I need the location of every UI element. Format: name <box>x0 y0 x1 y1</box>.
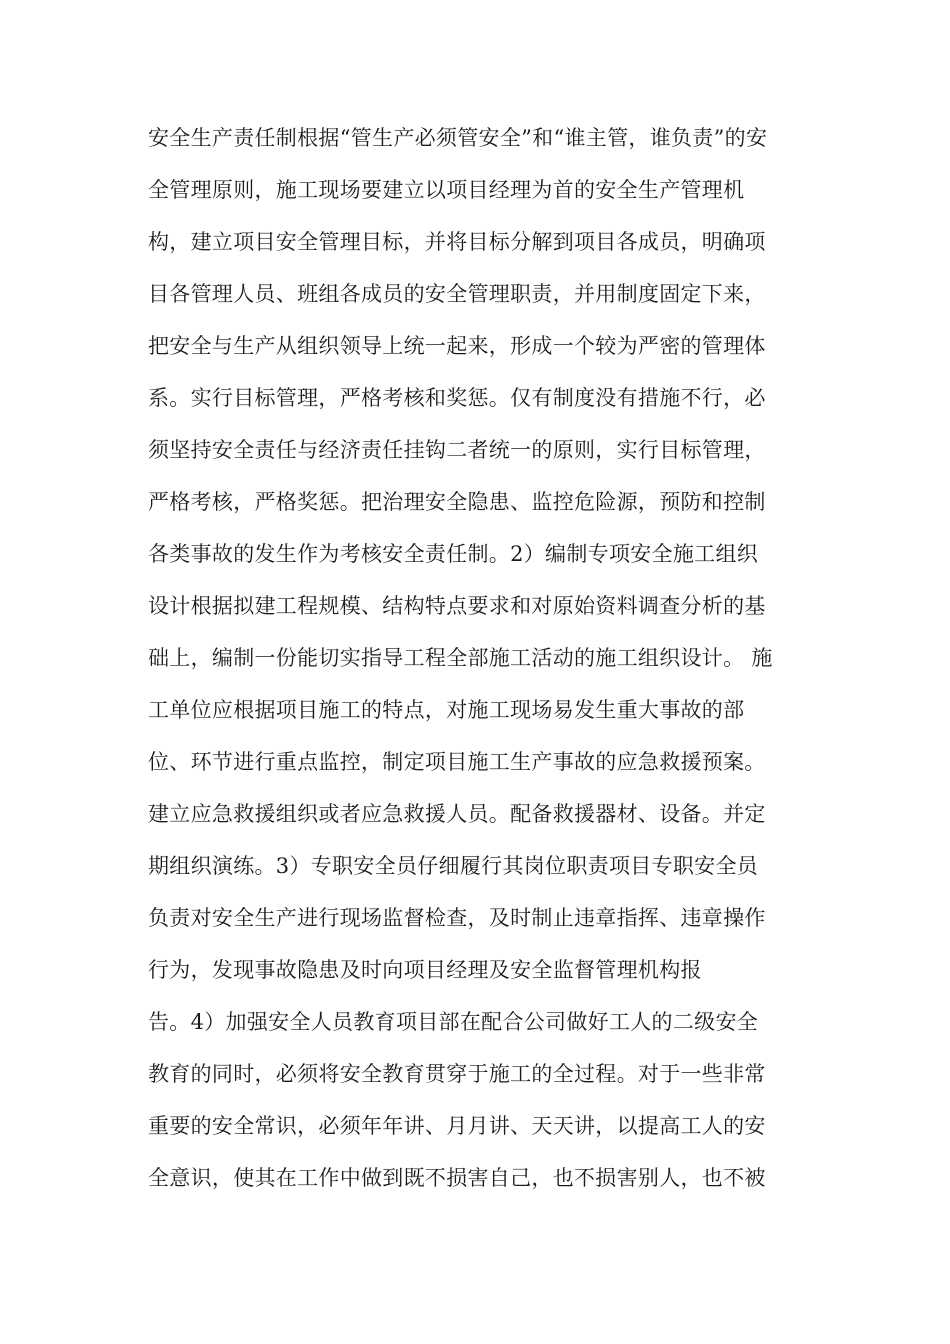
text-line: 安全生产责任制根据“管生产必须管安全”和“谁主管，谁负责”的安 <box>148 126 768 150</box>
text-line: 须坚持安全责任与经济责任挂钩二者统一的原则，实行目标管理， <box>148 438 766 462</box>
text-line: 行为，发现事故隐患及时向项目经理及安全监督管理机构报 <box>148 958 702 982</box>
text-line: 建立应急救援组织或者应急救援人员。配备救援器材、设备。并定 <box>148 802 766 826</box>
text-line: 系。实行目标管理，严格考核和奖惩。仅有制度没有措施不行，必 <box>148 386 766 410</box>
text-line: 工单位应根据项目施工的特点，对施工现场易发生重大事故的部 <box>148 698 745 722</box>
text-line: 重要的安全常识，必须年年讲、月月讲、天天讲，以提高工人的安 <box>148 1114 766 1138</box>
text-line: 目各管理人员、班组各成员的安全管理职责，并用制度固定下来， <box>148 282 766 306</box>
text-line: 告。4）加强安全人员教育项目部在配合公司做好工人的二级安全 <box>148 1010 759 1034</box>
text-line: 全意识，使其在工作中做到既不损害自己，也不损害别人，也不被 <box>148 1166 766 1190</box>
text-line: 严格考核，严格奖惩。把治理安全隐患、监控危险源，预防和控制 <box>148 490 766 514</box>
text-line: 教育的同时，必须将安全教育贯穿于施工的全过程。对于一些非常 <box>148 1062 766 1086</box>
text-line: 础上，编制一份能切实指导工程全部施工活动的施工组织设计。 施 <box>148 646 773 670</box>
text-line: 全管理原则，施工现场要建立以项目经理为首的安全生产管理机 <box>148 178 745 202</box>
body-text <box>148 118 808 1210</box>
text-line: 期组织演练。3）专职安全员仔细履行其岗位职责项目专职安全员 <box>148 854 759 878</box>
text-line: 负责对安全生产进行现场监督检查，及时制止违章指挥、违章操作 <box>148 906 766 930</box>
text-line: 各类事故的发生作为考核安全责任制。2）编制专项安全施工组织 <box>148 542 759 566</box>
text-line: 构，建立项目安全管理目标，并将目标分解到项目各成员，明确项 <box>148 230 766 254</box>
text-line: 设计根据拟建工程规模、结构特点要求和对原始资料调查分析的基 <box>148 594 766 618</box>
text-line: 把安全与生产从组织领导上统一起来，形成一个较为严密的管理体 <box>148 334 766 358</box>
text-line: 位、环节进行重点监控，制定项目施工生产事故的应急救援预案。 <box>148 750 766 774</box>
